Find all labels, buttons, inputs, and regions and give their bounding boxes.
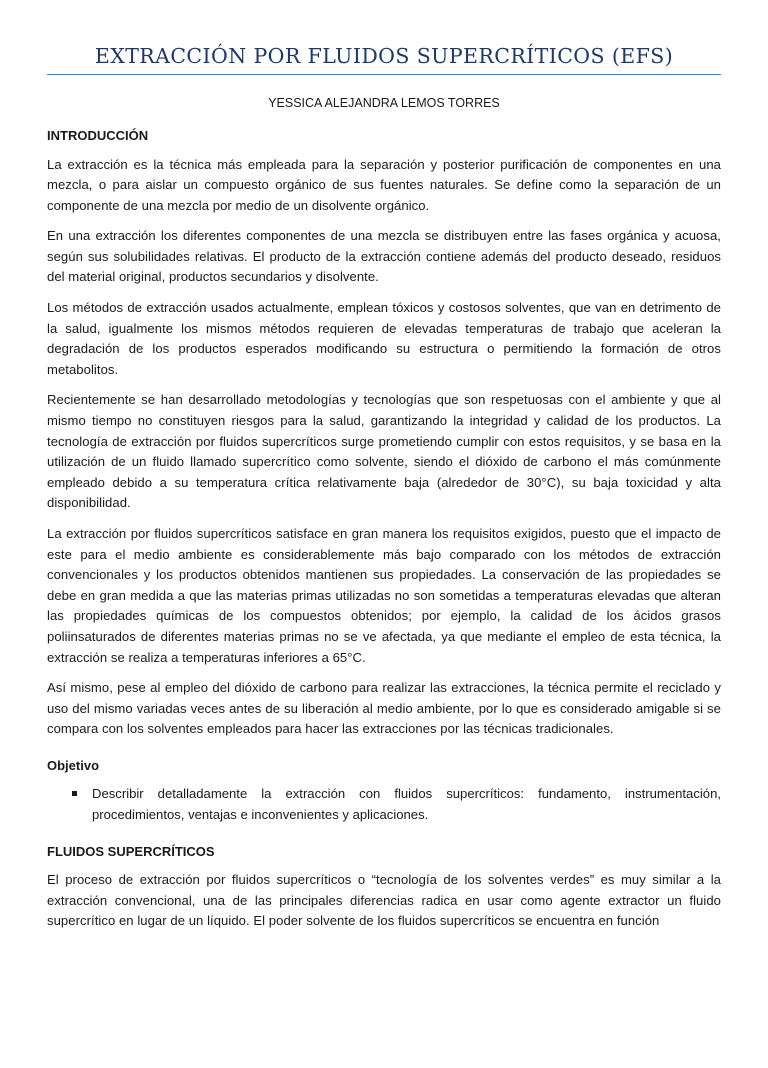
document-title: EXTRACCIÓN POR FLUIDOS SUPERCRÍTICOS (EFS): [47, 44, 721, 75]
paragraph: Recientemente se han desarrollado metodologías y tecnologías que son respetuosas con el ambiente y que al mismo tiempo no constituyen riesgos para la salud, garantizando la integridad y calidad de los productos. La tecnología de extracción por fluidos supercríticos surge prometiendo cumplir con estos requisitos, y se basa en la utilización de un fluido llamado supercrítico como solvente, siendo el dióxido de carbono el más comúnmente empleado debido a su temperatura crítica relativamente baja (alrededor de 30°C), su baja toxicidad y alta disponibilidad.: [47, 392, 721, 511]
list-item: [92, 784, 721, 825]
document-author: YESSICA ALEJANDRA LEMOS TORRES: [268, 96, 500, 110]
paragraph: La extracción por fluidos supercríticos satisface en gran manera los requisitos exigidos, puesto que el impacto de este para el medio ambiente es considerablemente más bajo comparado con los métodos de extracción convencionales y los productos obtenidos mantienen sus propiedades. La conservación de las propiedades se debe en gran medida a que las materias primas utilizadas no son sometidas a temperaturas elevadas que alteran las propiedades químicas de los compuestos obtenidos; por ejemplo, la calidad de los ácidos grasos poliinsaturados de diferentes materias primas no se ve afectada, ya que mediante el empleo de esta técnica, la extracción se realiza a temperaturas inferiores a 65°C.: [47, 526, 721, 665]
section-heading-introduccion: INTRODUCCIÓN: [47, 128, 149, 143]
section-heading-fluidos-supercriticos: FLUIDOS SUPERCRÍTICOS: [47, 843, 215, 859]
paragraph: En una extracción los diferentes componentes de una mezcla se distribuyen entre las fases orgánica y acuosa, según sus solubilidades relativas. El producto de la extracción contiene además del producto deseado, residuos del material original, productos secundarios y disolvente.: [47, 228, 721, 285]
document-page: [0, 44, 768, 1068]
paragraph: Así mismo, pese al empleo del dióxido de carbono para realizar las extracciones, la técnica permite el reciclado y uso del mismo variadas veces antes de su liberación al medio ambiente, por lo que es considerado amigable si se compara con los solventes empleados para hacer las extracciones por las técnicas tradicionales.: [47, 680, 721, 737]
objective-list: [47, 784, 721, 825]
paragraph: La extracción es la técnica más empleada para la separación y posterior purificación de componentes en una mezcla, o para aislar un compuesto orgánico de sus fuentes naturales. Se define como la separación de un componente de una mezcla por medio de un disolvente orgánico.: [47, 156, 721, 213]
square-bullet-icon: [72, 791, 77, 796]
paragraph: El proceso de extracción por fluidos supercríticos o “tecnología de los solventes verdes” es muy similar a la extracción convencional, una de las principales diferencias radica en usar como agente extractor un fluido supercrítico en lugar de un líquido. El poder solvente de los fluidos supercríticos se encuentra en función: [47, 872, 721, 929]
list-item-text: Describir detalladamente la extracción con fluidos supercríticos: fundamento, instrumentación, procedimientos, ventajas e inconvenientes y aplicaciones.: [92, 786, 721, 823]
paragraph: Los métodos de extracción usados actualmente, emplean tóxicos y costosos solventes, que van en detrimento de la salud, igualmente los mismos métodos requieren de elevadas temperaturas de trabajo que aceleran la degradación de los productos esperados modificando su estructura o permitiendo la formación de otros metabolitos.: [47, 300, 721, 377]
section-heading-objetivo: Objetivo: [47, 757, 100, 773]
